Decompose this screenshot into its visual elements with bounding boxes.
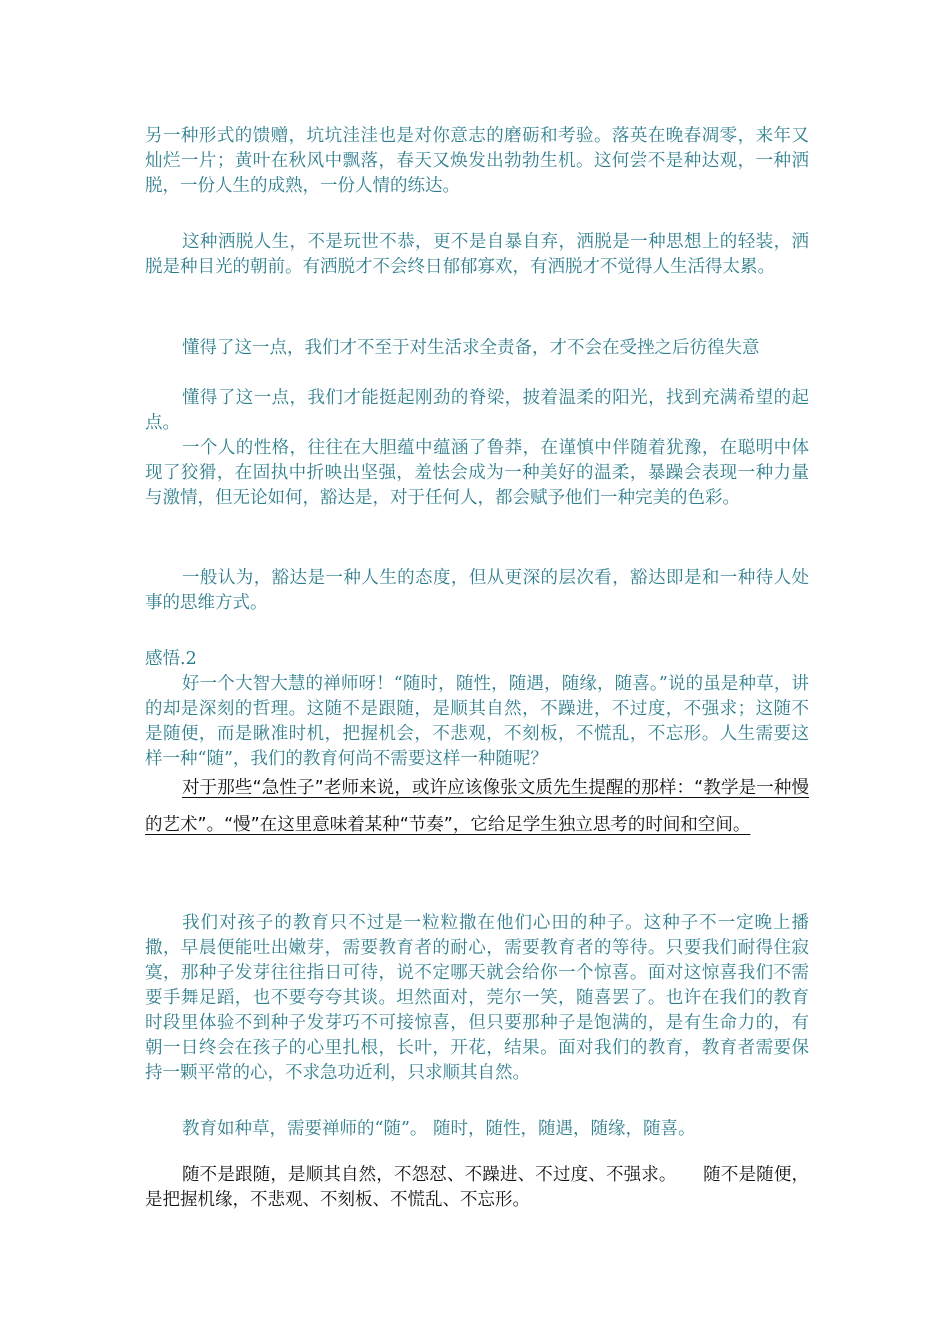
paragraph-11: 随不是跟随，是顺其自然，不怨怼、不躁进、不过度、不强求。 随不是随便，是把握机缘，不悲观、不刻板、不慌乱、不忘形。 bbox=[145, 1165, 809, 1210]
paragraph-1: 另一种形式的馈赠，坑坑洼洼也是对你意志的磨砺和考验。落英在晚春凋零，来年又灿烂一片；黄叶在秋风中飘落，春天又焕发出勃勃生机。这何尝不是种达观，一种洒脱，一份人生的成熟，一份人情的练达。 bbox=[145, 126, 809, 196]
paragraph-6: 一般认为，豁达是一种人生的态度，但从更深的层次看，豁达即是和一种待人处事的思维方式。 bbox=[145, 568, 809, 613]
underlined-text: 对于那些“急性子”老师来说，或许应该像张文质先生提醒的那样：“教学是一种慢的艺术”。“慢”在这里意味着某种“节奏”，它给足学生独立思考的时间和空间。 bbox=[145, 778, 809, 835]
paragraph-7: 好一个大智大慧的禅师呀！“随时，随性，随遇，随缘，随喜。”说的虽是种草，讲的却是深刻的哲理。这随不是跟随，是顺其自然，不躁进，不过度，不强求；这随不是随便，而是瞅准时机，把握机会，不悲观，不刻板，不慌乱，不忘形。人生需要这样一种“随”，我们的教育何尚不需要这样一种随呢？ bbox=[145, 674, 809, 769]
paragraph-5: 一个人的性格，往往在大胆蕴中蕴涵了鲁莽，在谨慎中伴随着犹豫，在聪明中体现了狡猾，在固执中折映出坚强，羞怯会成为一种美好的温柔，暴躁会表现一种力量与激情，但无论如何，豁达是，对于任何人，都会赋予他们一种完美的色彩。 bbox=[145, 438, 809, 508]
paragraph-2: 这种洒脱人生，不是玩世不恭，更不是自暴自弃，洒脱是一种思想上的轻装，洒脱是种目光的朝前。有洒脱才不会终日郁郁寡欢，有洒脱才不觉得人生活得太累。 bbox=[145, 232, 809, 277]
paragraph-4: 懂得了这一点，我们才能挺起刚劲的脊梁，披着温柔的阳光，找到充满希望的起点。 bbox=[145, 388, 809, 433]
paragraph-9: 我们对孩子的教育只不过是一粒粒撒在他们心田的种子。这种子不一定晚上播撒，早晨便能吐出嫩芽，需要教育者的耐心，需要教育者的等待。只要我们耐得住寂寞，那种子发芽往往指日可待，说不定哪天就会给你一个惊喜。面对这惊喜我们不需要手舞足蹈，也不要夸夸其谈。坦然面对，莞尔一笑，随喜罢了。也许在我们的教育时段里体验不到种子发芽巧不可接惊喜，但只要那种子是饱满的，是有生命力的，有朝一日终会在孩子的心里扎根，长叶，开花，结果。面对我们的教育，教育者需要保持一颗平常的心，不求急功近利，只求顺其自然。 bbox=[145, 913, 809, 1083]
section-heading: 感悟.2 bbox=[145, 649, 197, 669]
paragraph-10: 教育如种草，需要禅师的“随”。 随时，随性，随遇，随缘，随喜。 bbox=[182, 1119, 696, 1139]
underlined-paragraph bbox=[145, 770, 809, 844]
paragraph-3: 懂得了这一点，我们才不至于对生活求全责备，才不会在受挫之后彷徨失意 bbox=[182, 338, 760, 358]
